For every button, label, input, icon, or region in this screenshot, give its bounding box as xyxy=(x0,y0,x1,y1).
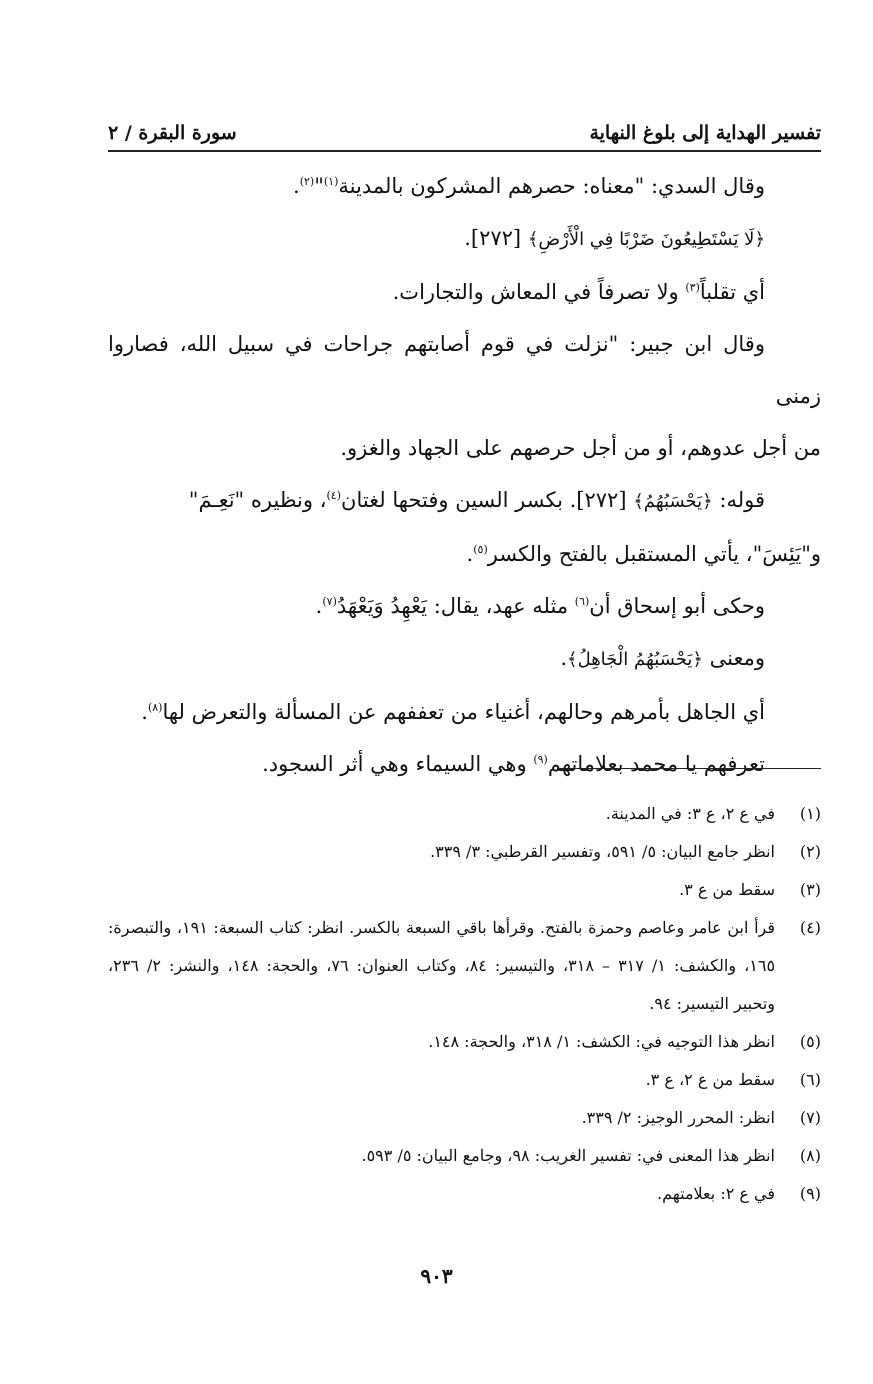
footnote xyxy=(108,1175,821,1213)
footnote-text: سقط من ع ٢، ع ٣. xyxy=(645,1070,775,1089)
footnote-text: في ع ٢، ع ٣: في المدينة. xyxy=(605,804,775,823)
footnote xyxy=(108,1137,821,1175)
paragraph: قوله: ﴿يَحْسَبُهُمُ﴾ [٢٧٢]. بكسر السين وفتحها لغتان$^{(٤)}$، ونظيره "نَعِـمَ" xyxy=(188,488,765,512)
paragraph: وقال ابن جبير: "نزلت في قوم أصابتهم جراحات في سبيل الله، فصاروا زمنى xyxy=(108,332,821,408)
paragraph: ﴿لَا يَسْتَطِيعُونَ ضَرْبًا فِي الْأَرْضِ﴾ [٢٧٢]. xyxy=(464,226,765,250)
footnote xyxy=(108,1061,821,1099)
footnote-ref[interactable]: (٤) xyxy=(326,489,342,502)
footnote-number: (٦) xyxy=(799,1070,821,1089)
footnote-number: (٤) xyxy=(799,918,821,937)
footnote xyxy=(108,795,821,833)
quran-verse: ﴿لَا يَسْتَطِيعُونَ ضَرْبًا فِي الْأَرْضِ﴾ xyxy=(527,229,765,250)
paragraph: من أجل عدوهم، أو من أجل حرصهم على الجهاد والغزو. xyxy=(340,436,821,460)
footnote-number: (١) xyxy=(799,804,821,823)
paragraph: أي الجاهل بأمرهم وحالهم، أغنياء من تعففهم عن المسألة والتعرض لها$^{(٨)}$. xyxy=(141,700,765,724)
running-header xyxy=(108,104,821,152)
surah-label: سورة البقرة / ٢ xyxy=(108,122,237,144)
footnote-text: انظر جامع البيان: ٥/ ٥٩١، وتفسير القرطبي: ٣/ ٣٣٩. xyxy=(430,842,775,861)
footnote xyxy=(108,909,821,1023)
footnote-number: (٩) xyxy=(799,1184,821,1203)
paragraph: و"يَئِسَ"، يأتي المستقبل بالفتح والكسر$^{(٥)}$. xyxy=(466,542,821,566)
footnote-ref[interactable]: (١) xyxy=(323,175,339,188)
footnote-number: (٣) xyxy=(799,880,821,899)
paragraph: تعرفهم يا محمد بعلاماتهم$^{(٩)}$ وهي السيماء وهي أثر السجود. xyxy=(262,752,765,776)
footnote-number: (٥) xyxy=(799,1032,821,1051)
footnote-text: قرأ ابن عامر وعاصم وحمزة بالفتح. وقرأها باقي السبعة بالكسر. انظر: كتاب السبعة: ١٩١، والتبصرة: ١٦٥، والكشف: ١/ ٣١٧ – ٣١٨، والتيسير: ٨٤، وكتاب العنوان: ٧٦، والحجة: ١٤٨، والنشر: ٢/ ٢٣٦، وتحبير التيسير: ٩٤. xyxy=(108,918,776,1013)
footnote-ref[interactable]: (٥) xyxy=(473,543,488,556)
footnote-text: انظر هذا المعنى في: تفسير الغريب: ٩٨، وجامع البيان: ٥/ ٥٩٣. xyxy=(361,1146,775,1165)
paragraph: وحكى أبو إسحاق أن$^{(٦)}$ مثله عهد، يقال: يَعْهِدُ وَيَعْهَدُ$^{(٧)}$. xyxy=(315,594,765,618)
paragraph: أي تقلباً$^{(٣)}$ ولا تصرفاً في المعاش والتجارات. xyxy=(392,280,765,304)
footnote-number: (٧) xyxy=(799,1108,821,1127)
footnote-ref[interactable]: (٩) xyxy=(533,753,548,766)
footnote-text: سقط من ع ٣. xyxy=(679,880,775,899)
book-title: تفسير الهداية إلى بلوغ النهاية xyxy=(589,122,821,144)
quran-verse: ﴿يَحْسَبُهُمُ الْجَاهِلُ﴾ xyxy=(567,649,703,670)
footnote-number: (٢) xyxy=(799,842,821,861)
footnote-ref[interactable]: (٨) xyxy=(147,701,163,714)
footnote xyxy=(108,871,821,909)
footnote xyxy=(108,833,821,871)
footnote xyxy=(108,1023,821,1061)
footnote-number: (٨) xyxy=(799,1146,821,1165)
footnote-ref[interactable]: (٣) xyxy=(685,281,700,294)
footnote-ref[interactable]: (٢) xyxy=(299,175,315,188)
footnote xyxy=(108,1099,821,1137)
footnote-text: انظر هذا التوجيه في: الكشف: ١/ ٣١٨، والحجة: ١٤٨. xyxy=(428,1032,775,1051)
quran-verse: ﴿يَحْسَبُهُمُ﴾ xyxy=(633,491,713,512)
main-text xyxy=(108,160,821,790)
page-number: ٩٠٣ xyxy=(420,1264,453,1288)
footnote-text: في ع ٢: بعلامتهم. xyxy=(657,1184,775,1203)
paragraph: ومعنى ﴿يَحْسَبُهُمُ الْجَاهِلُ﴾. xyxy=(560,646,765,670)
footnote-text: انظر: المحرر الوجيز: ٢/ ٣٣٩. xyxy=(581,1108,775,1127)
paragraph: وقال السدي: "معناه: حصرهم المشركون بالمدينة$^{(١)}$"$^{(٢)}$. xyxy=(293,174,765,198)
footnote-ref[interactable]: (٦) xyxy=(574,595,590,608)
footnote-ref[interactable]: (٧) xyxy=(322,595,337,608)
footnotes xyxy=(108,795,821,1213)
footnote-divider xyxy=(557,768,821,769)
